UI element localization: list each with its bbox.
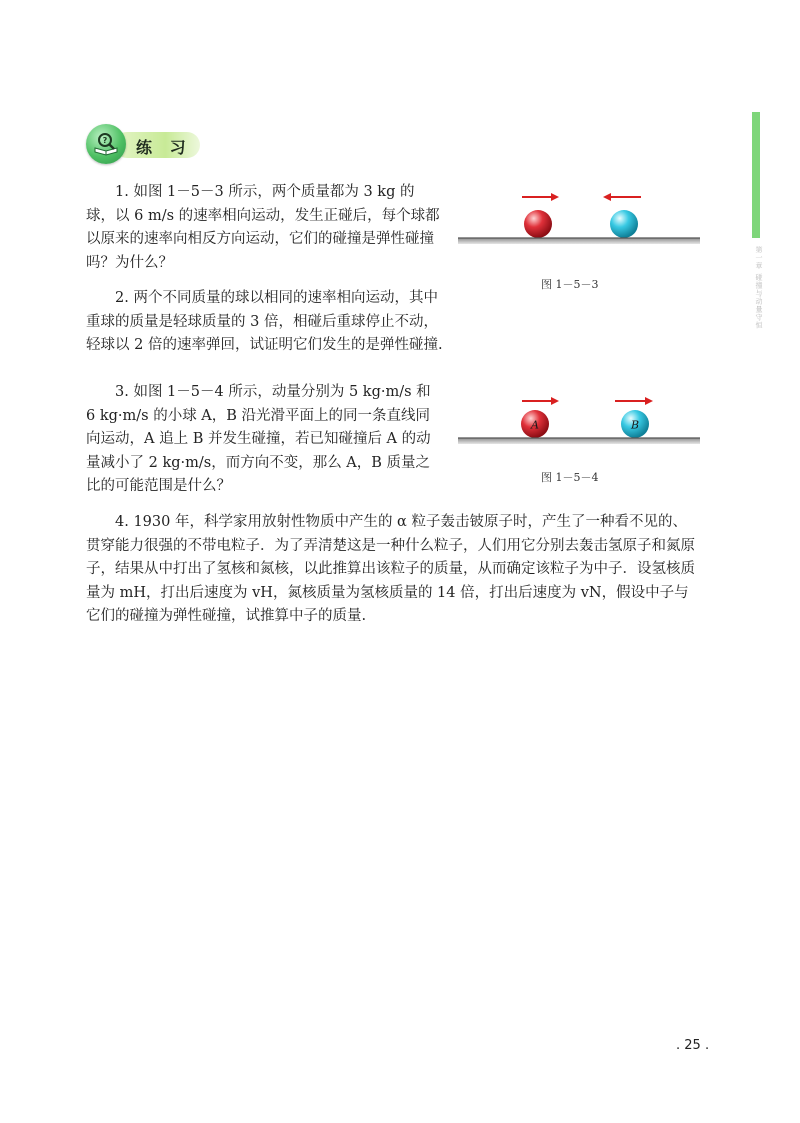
problem-4-text: 4. 1930 年，科学家用放射性物质中产生的 α 粒子轰击铍原子时，产生了一种看不见的、贯穿能力很强的不带电粒子．为了弄清楚这是一种什么粒子，人们用它分别去轰击氢原子和氮原子，结果从中打出了氢核和氮核，以此推算出该粒子的质量，从而确定该粒子为中子．设氢核质量为 mH，打出后速度为 vH，氮核质量为氢核质量的 14 倍，打出后速度为 vN，假设中子与它们的碰撞为弹性碰撞，试推算中子的质量.: [86, 514, 695, 625]
problem-2-text: 2. 两个不同质量的球以相同的速率相向运动，其中重球的质量是轻球质量的 3 倍，相碰后重球停止不动，轻球以 2 倍的速率弹回，试证明它们发生的是弹性碰撞.: [86, 290, 443, 354]
figure-1-5-3: [458, 186, 704, 256]
problem-2: [86, 287, 443, 358]
magnifier-book-icon: [86, 124, 126, 164]
figure-1-5-4: [458, 390, 704, 460]
ball-b-label: B: [630, 418, 640, 432]
problem-3: [86, 381, 443, 499]
arrow-right-icon: [522, 193, 559, 201]
problem-1: [86, 181, 443, 275]
page-number: . 25 .: [676, 1038, 710, 1053]
arrow-left-icon: [603, 193, 641, 201]
problem-3-text: 3. 如图 1－5－4 所示，动量分别为 5 kg·m/s 和 6 kg·m/s 的小球 A，B 沿光滑平面上的同一条直线同向运动，A 追上 B 并发生碰撞，若已知碰撞后 A 的动量减小了 2 kg·m/s，而方向不变，那么 A，B 质量之比的可能范围是什么？: [86, 384, 431, 495]
problem-1-text: 1. 如图 1－5－3 所示，两个质量都为 3 kg 的球，以 6 m/s 的速率相向运动，发生正碰后，每个球都以原来的速率向相反方向运动，它们的碰撞是弹性碰撞吗？为什么？: [86, 184, 440, 271]
figure-1-5-3-caption: 图 1－5－3: [541, 278, 599, 291]
ball-red: [524, 210, 552, 238]
section-header: [86, 122, 206, 166]
figure-1-5-4-caption: 图 1－5－4: [541, 471, 599, 484]
problem-4: [86, 511, 700, 629]
ground-surface: [458, 438, 700, 444]
svg-text:?: ?: [102, 136, 108, 145]
arrow-right-icon: [522, 397, 559, 405]
ball-a-label: A: [531, 418, 539, 432]
ball-cyan: [610, 210, 638, 238]
chapter-side-tab: [752, 112, 760, 238]
arrow-right-icon: [615, 397, 653, 405]
section-title: 练 习: [136, 138, 192, 157]
ground-surface: [458, 238, 700, 244]
chapter-side-text: 第一章 碰撞与动量守恒: [755, 246, 763, 330]
